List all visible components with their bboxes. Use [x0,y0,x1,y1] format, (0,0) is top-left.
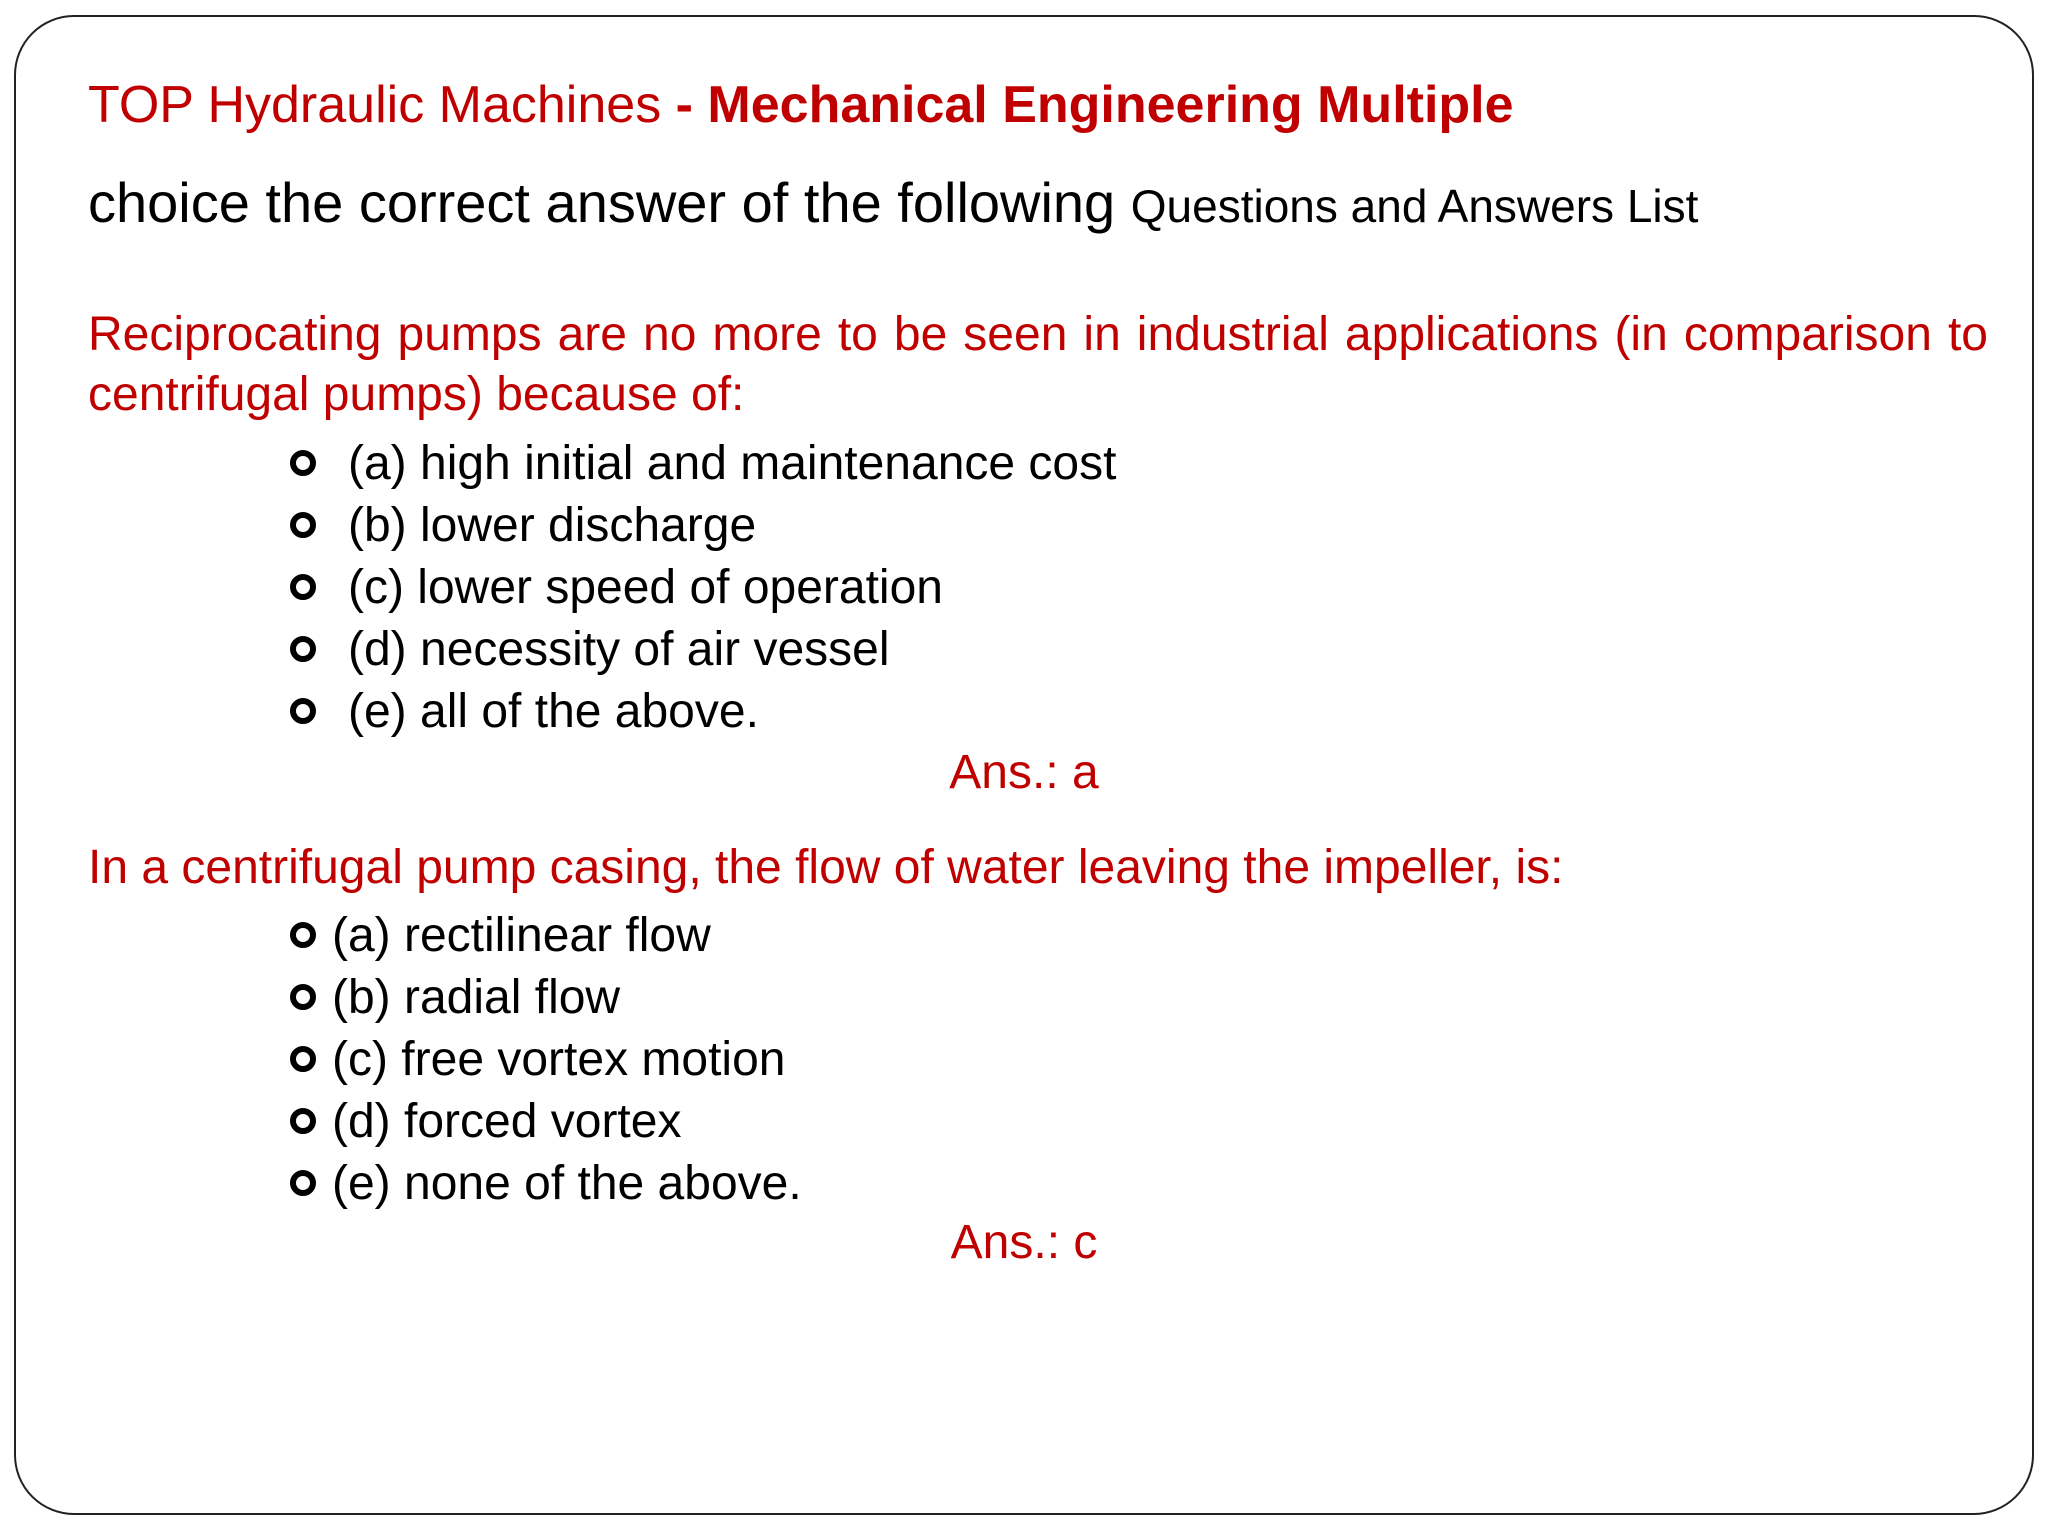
question-1-option-e[interactable] [290,680,1116,742]
option-label: (d) necessity of air vessel [348,622,890,676]
question-1-options [290,432,1116,742]
hollow-circle-bullet-icon [290,512,316,538]
hollow-circle-bullet-icon [290,636,316,662]
hollow-circle-bullet-icon [290,450,316,476]
option-label: (d) forced vortex [332,1094,682,1148]
question-1-option-a[interactable] [290,432,1116,494]
question-1-option-d[interactable] [290,618,1116,680]
question-2-option-c[interactable] [290,1028,802,1090]
subtitle-main: choice the correct answer of the following [88,171,1131,234]
option-label: (c) lower speed of operation [348,560,943,614]
page-subtitle [88,170,1988,235]
hollow-circle-bullet-icon [290,984,316,1010]
question-1-text: Reciprocating pumps are no more to be seen in industrial applications (in comparison to centrifugal pumps) because of: [88,308,1988,421]
option-label: (b) radial flow [332,970,621,1024]
option-label: (a) high initial and maintenance cost [348,436,1117,490]
question-2-option-d[interactable] [290,1090,802,1152]
option-label: (b) lower discharge [348,498,757,552]
hollow-circle-bullet-icon [290,698,316,724]
option-label: (e) all of the above. [348,684,759,738]
hollow-circle-bullet-icon [290,1046,316,1072]
question-2-option-e[interactable] [290,1152,802,1214]
option-label: (a) rectilinear flow [332,908,711,962]
page-title [88,75,1988,135]
hollow-circle-bullet-icon [290,574,316,600]
title-topic: TOP Hydraulic Machines [88,76,662,134]
question-2-answer: Ans.: c [950,1216,1098,1269]
question-2-option-a[interactable] [290,904,802,966]
option-label: (c) free vortex motion [332,1032,786,1086]
hollow-circle-bullet-icon [290,1170,316,1196]
subtitle-small: Questions and Answers List [1130,180,1699,232]
question-1-option-c[interactable] [290,556,1116,618]
question-1-answer: Ans.: a [949,746,1099,799]
hollow-circle-bullet-icon [290,1108,316,1134]
question-2-text: In a centrifugal pump casing, the flow of water leaving the impeller, is: [88,841,1564,894]
question-2-option-b[interactable] [290,966,802,1028]
question-2-options [290,904,802,1214]
option-label: (e) none of the above. [332,1156,802,1210]
hollow-circle-bullet-icon [290,922,316,948]
title-emphasis: - Mechanical Engineering Multiple [661,76,1514,134]
question-1-option-b[interactable] [290,494,1116,556]
